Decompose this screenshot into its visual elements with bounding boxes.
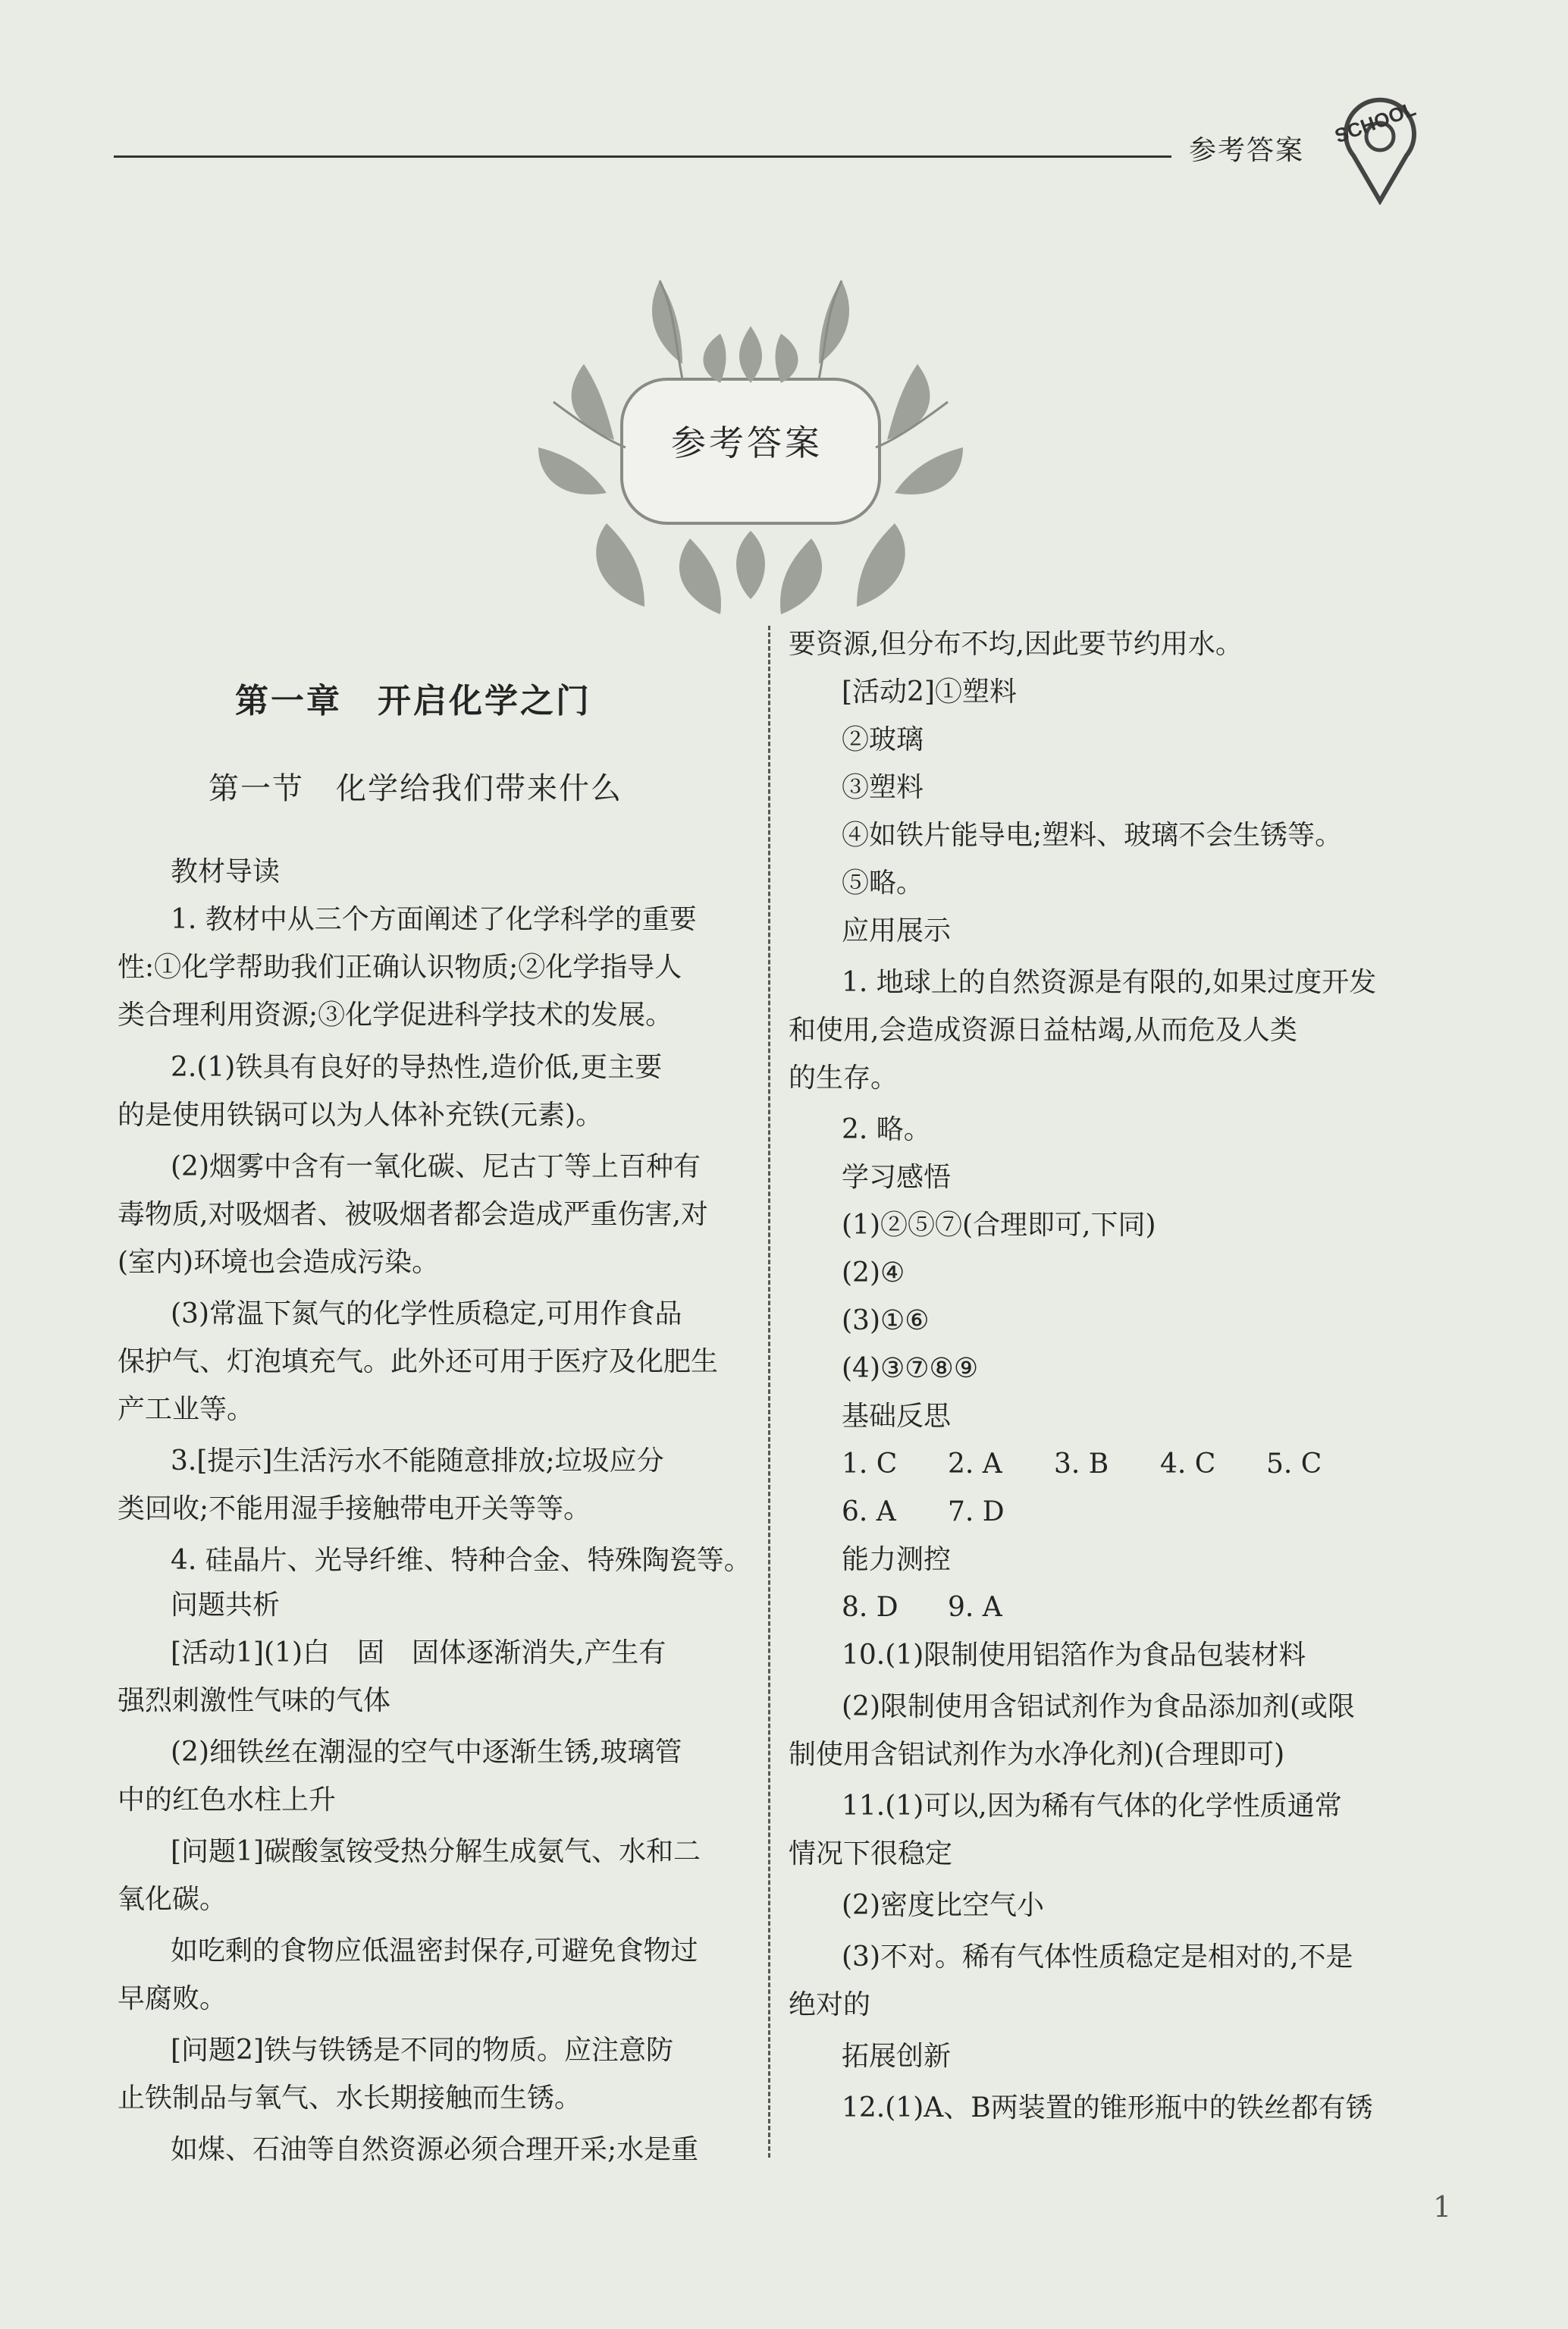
text-line: (2)烟雾中含有一氧化碳、尼古丁等上百种有 — [171, 1151, 701, 1182]
banner-title: 参考答案 — [671, 422, 823, 463]
text-line: ②玻璃 — [842, 724, 924, 755]
answer-item: 6. A — [842, 1496, 896, 1527]
text-line: 2. 略。 — [842, 1114, 931, 1145]
text-line: (4)③⑦⑧⑨ — [842, 1353, 979, 1384]
heading-application: 应用展示 — [842, 915, 952, 946]
chapter-title: 第一章 开启化学之门 — [235, 682, 591, 720]
heading-extension: 拓展创新 — [842, 2041, 952, 2072]
text-line: [活动1](1)白 固 固体逐渐消失,产生有 — [171, 1637, 666, 1668]
text-line: 的生存。 — [789, 1062, 898, 1094]
text-line: 强烈刺激性气味的气体 — [118, 1685, 391, 1716]
text-line: 11.(1)可以,因为稀有气体的化学性质通常 — [842, 1791, 1342, 1822]
text-line: 1. 教材中从三个方面阐述了化学科学的重要 — [171, 904, 697, 935]
text-line: 如吃剩的食物应低温密封保存,可避免食物过 — [171, 1935, 698, 1966]
heading-basic-review: 基础反思 — [842, 1401, 952, 1432]
text-line: [问题1]碳酸氢铵受热分解生成氨气、水和二 — [171, 1836, 701, 1867]
text-line: 类回收;不能用湿手接触带电开关等等。 — [118, 1493, 591, 1524]
text-line: 类合理利用资源;③化学促进科学技术的发展。 — [118, 1000, 673, 1031]
heading-ability-test: 能力测控 — [842, 1544, 952, 1575]
text-line: 制使用含铝试剂作为水净化剂)(合理即可) — [789, 1739, 1285, 1770]
text-line: 3.[提示]生活污水不能随意排放;垃圾应分 — [171, 1445, 664, 1477]
text-line: 10.(1)限制使用铝箔作为食品包装材料 — [842, 1640, 1306, 1671]
text-line: (3)常温下氮气的化学性质稳定,可用作食品 — [171, 1298, 682, 1329]
heading-learning-reflection: 学习感悟 — [842, 1162, 952, 1193]
answer-item: 4. C — [1160, 1449, 1216, 1480]
text-line: [活动2]①塑料 — [842, 676, 1017, 708]
text-line: (2)限制使用含铝试剂作为食品添加剂(或限 — [842, 1691, 1356, 1722]
text-line: (室内)环境也会造成污染。 — [118, 1247, 440, 1278]
text-line: 和使用,会造成资源日益枯竭,从而危及人类 — [789, 1015, 1297, 1046]
text-line: 止铁制品与氧气、水长期接触而生锈。 — [118, 2083, 582, 2114]
text-line: 2.(1)铁具有良好的导热性,造价低,更主要 — [171, 1052, 663, 1083]
text-line: 性:①化学帮助我们正确认识物质;②化学指导人 — [118, 952, 682, 983]
answer-item: 3. B — [1054, 1449, 1109, 1480]
text-line: (1)②⑤⑦(合理即可,下同) — [842, 1210, 1156, 1241]
school-pin-icon — [1327, 91, 1433, 205]
school-badge-text: SCHOOL — [1331, 97, 1419, 148]
answer-item: 9. A — [948, 1592, 1002, 1623]
text-line: 1. 地球上的自然资源是有限的,如果过度开发 — [842, 967, 1377, 998]
header-title: 参考答案 — [1189, 135, 1305, 166]
section-title: 第一节 化学给我们带来什么 — [209, 771, 622, 806]
text-line: 毒物质,对吸烟者、被吸烟者都会造成严重伤害,对 — [118, 1199, 708, 1230]
answer-item: 5. C — [1266, 1449, 1322, 1480]
text-line: 4. 硅晶片、光导纤维、特种合金、特殊陶瓷等。 — [171, 1545, 751, 1576]
answer-item: 1. C — [842, 1449, 898, 1480]
heading-problem-analysis: 问题共析 — [171, 1590, 281, 1621]
text-line: 绝对的 — [789, 1989, 871, 2020]
text-line: (3)不对。稀有气体性质稳定是相对的,不是 — [842, 1941, 1353, 1973]
text-line: (3)①⑥ — [842, 1305, 930, 1336]
answer-row — [842, 1449, 1372, 1480]
text-line: 保护气、灯泡填充气。此外还可用于医疗及化肥生 — [118, 1346, 719, 1377]
answer-item: 7. D — [948, 1496, 1005, 1527]
answer-item: 2. A — [948, 1449, 1002, 1480]
text-line: (2)④ — [842, 1257, 905, 1288]
page-number: 1 — [1433, 2190, 1452, 2224]
text-line: 如煤、石油等自然资源必须合理开采;水是重 — [171, 2134, 699, 2165]
text-line: ⑤略。 — [842, 868, 924, 899]
heading-textbook-guide: 教材导读 — [171, 856, 281, 887]
text-line: ③塑料 — [842, 772, 924, 803]
text-line: (2)细铁丝在潮湿的空气中逐渐生锈,玻璃管 — [171, 1737, 682, 1768]
answer-row — [842, 1497, 1054, 1527]
text-line: 氧化碳。 — [118, 1884, 227, 1915]
text-line: 的是使用铁锅可以为人体补充铁(元素)。 — [118, 1100, 604, 1131]
text-line: 中的红色水柱上升 — [118, 1784, 337, 1816]
text-line: [问题2]铁与铁锈是不同的物质。应注意防 — [171, 2035, 673, 2066]
text-line: 情况下很稳定 — [789, 1838, 953, 1869]
text-line: ④如铁片能导电;塑料、玻璃不会生锈等。 — [842, 820, 1343, 851]
text-line: (2)密度比空气小 — [842, 1890, 1044, 1921]
text-line: 12.(1)A、B两装置的锥形瓶中的铁丝都有锈 — [842, 2092, 1373, 2123]
answer-row — [842, 1593, 1054, 1623]
text-line: 要资源,但分布不均,因此要节约用水。 — [789, 629, 1243, 660]
header-rule — [114, 155, 1171, 158]
answer-item: 8. D — [842, 1592, 898, 1623]
column-divider — [768, 626, 770, 2158]
text-line: 早腐败。 — [118, 1983, 227, 2014]
text-line: 产工业等。 — [118, 1394, 255, 1425]
